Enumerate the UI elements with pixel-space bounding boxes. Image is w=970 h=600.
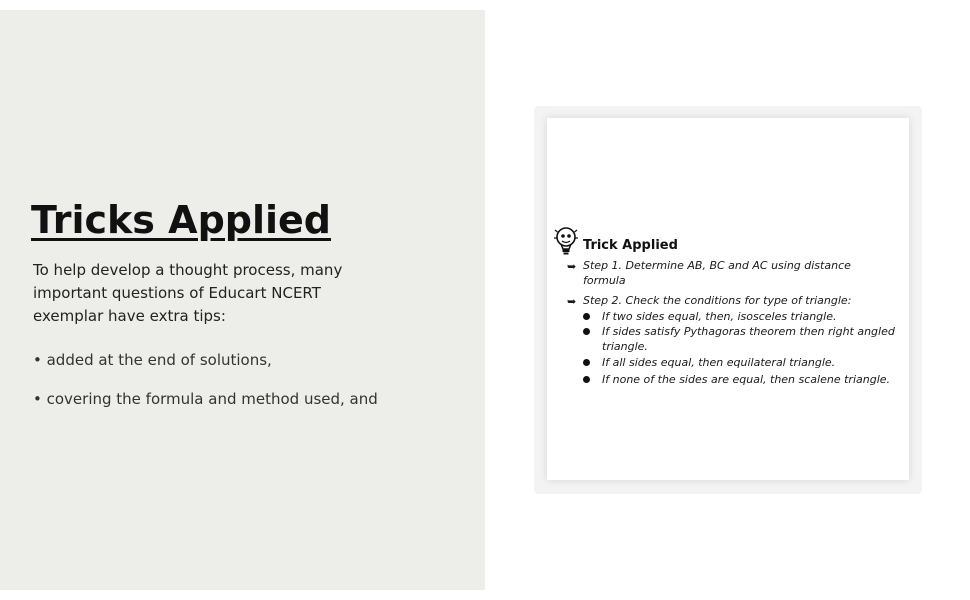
condition-item — [583, 324, 898, 354]
step-item — [567, 293, 887, 308]
condition-text: If two sides equal, then, isosceles triangle. — [602, 310, 837, 323]
condition-text: If all sides equal, then equilateral triangle. — [602, 356, 836, 369]
bullet-item: • added at the end of solutions, — [33, 351, 272, 369]
condition-item — [583, 355, 898, 370]
bullet-dot-icon — [583, 359, 590, 366]
intro-paragraph: To help develop a thought process, many important questions of Educart NCERT exemplar have extra tips: — [33, 261, 343, 325]
bullet-dot-icon — [583, 328, 590, 335]
card-title: Trick Applied — [583, 238, 678, 253]
curved-arrow-icon: ➥ — [567, 260, 577, 273]
step-text: Step 1. Determine AB, BC and AC using distance formula — [583, 259, 851, 287]
condition-item — [583, 372, 898, 387]
page-title: Tricks Applied — [31, 198, 331, 242]
lightbulb-icon — [554, 226, 580, 258]
condition-text: If none of the sides are equal, then scalene triangle. — [602, 373, 891, 386]
info-panel — [0, 10, 485, 590]
bullet-dot-icon — [583, 376, 590, 383]
step-item — [567, 258, 867, 288]
curved-arrow-icon: ➥ — [567, 295, 577, 308]
bullet-dot-icon — [583, 313, 590, 320]
step-text: Step 2. Check the conditions for type of triangle: — [583, 294, 852, 307]
condition-item — [583, 309, 898, 324]
condition-text: If sides satisfy Pythagoras theorem then right angled triangle. — [602, 325, 895, 353]
trick-applied-card — [547, 118, 909, 480]
bullet-item: • covering the formula and method used, and — [33, 390, 378, 408]
